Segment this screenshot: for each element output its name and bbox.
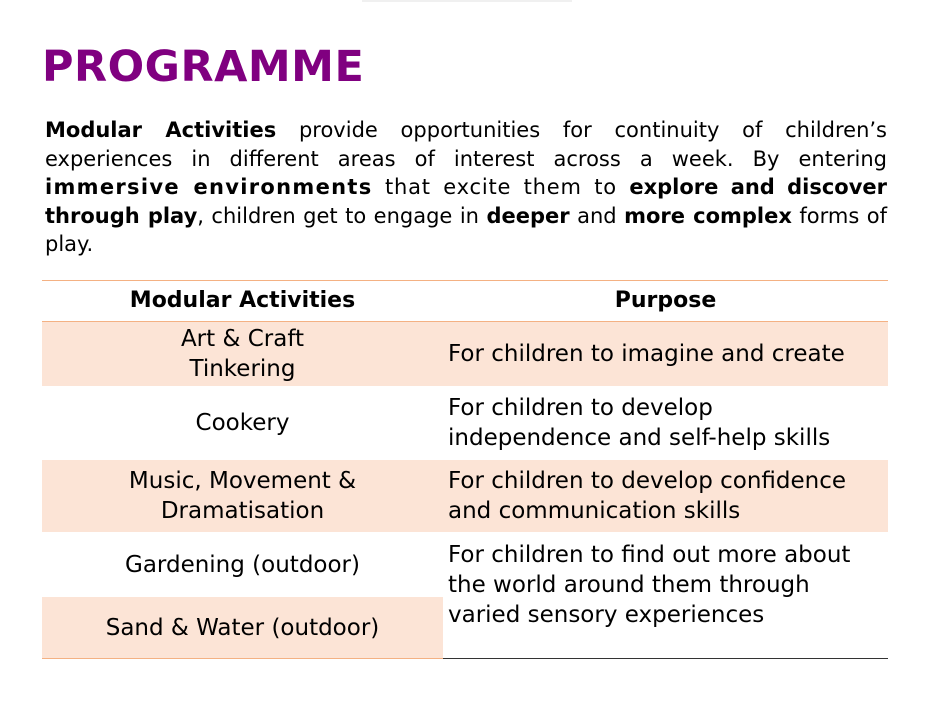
intro-bold-segment: more complex [624, 203, 792, 228]
table-row-purpose [443, 532, 888, 638]
intro-bold-segment: deeper [486, 203, 570, 228]
intro-segment: and [569, 203, 625, 228]
purpose-line: For children to develop [448, 395, 713, 421]
table-row-purpose [443, 460, 888, 532]
activity-line: Tinkering [189, 356, 296, 382]
table-row-activity [42, 386, 443, 460]
purpose-line: and communication skills [448, 498, 741, 524]
purpose-line: For children to find out more about [448, 542, 851, 568]
activity-line: Gardening (outdoor) [125, 551, 360, 578]
purpose-line: the world around them through [448, 572, 810, 598]
intro-bold-segment: Modular Activities [45, 118, 277, 142]
activity-line: Sand & Water (outdoor) [105, 614, 380, 641]
header-modular-activities: Modular Activities [129, 288, 356, 313]
table-row-activity [42, 597, 443, 658]
header-purpose: Purpose [614, 288, 717, 313]
table-row-activity [42, 460, 443, 532]
intro-bold-segment: explore and discover through play [45, 175, 888, 228]
intro-segment: forms of play. [45, 203, 888, 256]
activity-line: Art & Craft [180, 326, 305, 352]
purpose-line: independence and self-help skills [448, 425, 831, 451]
page-title: PROGRAMME [42, 42, 365, 92]
table-row-activity [42, 532, 443, 597]
purpose-line: For children to imagine and create [448, 341, 845, 367]
intro-paragraph [45, 116, 887, 259]
intro-segment: provide opportunities for continuity of children’s experiences in different areas of interest across a week. By entering [45, 118, 887, 171]
purpose-line: varied sensory experiences [448, 602, 765, 628]
table-bottom-rule [42, 658, 443, 659]
intro-bold-segment: immersive environments [45, 175, 373, 199]
intro-segment: that excite them to [372, 175, 630, 199]
top-rule [362, 0, 572, 2]
activity-line: Dramatisation [160, 498, 325, 524]
intro-segment: , children get to engage in [197, 203, 487, 228]
table-bottom-rule [443, 658, 888, 659]
table-row-activity [42, 322, 443, 386]
activity-line: Cookery [195, 410, 290, 436]
purpose-line: For children to develop confidence [448, 468, 847, 494]
table-row-purpose [443, 386, 888, 460]
activity-line: Music, Movement & [128, 468, 357, 494]
table-row-purpose [443, 322, 888, 386]
